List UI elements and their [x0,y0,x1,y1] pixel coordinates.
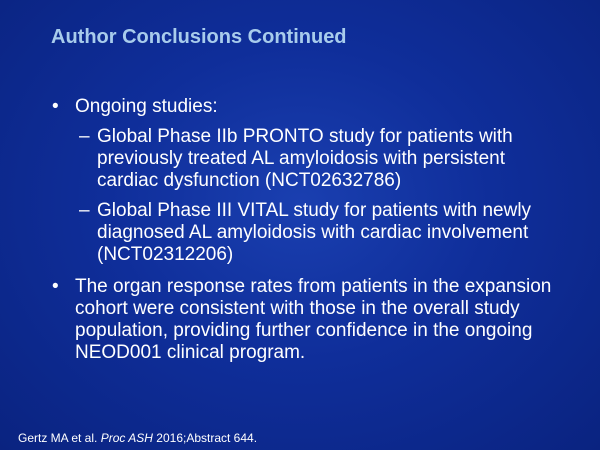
citation [18,431,257,445]
citation-authors: Gertz MA et al. [18,431,98,445]
sub-bullet-list [50,126,560,266]
sub-bullet-marker: – [79,200,90,221]
bullet-marker: • [52,276,59,297]
sub-bullet-vital [50,200,560,266]
sub-bullet-text: Global Phase IIb PRONTO study for patients with previously treated AL amyloidosis with persistent cardiac dysfunction (NCT02632786) [97,126,513,191]
citation-journal: Proc ASH [100,431,153,445]
bullet-organ-response [50,276,560,364]
bullet-marker: • [52,96,59,117]
slide-content [50,96,560,374]
bullet-ongoing-studies [50,96,560,266]
sub-bullet-text: Global Phase III VITAL study for patients with newly diagnosed AL amyloidosis with cardiac involvement (NCT02312206) [97,200,532,265]
bullet-text: The organ response rates from patients in the expansion cohort were consistent with those in the overall study population, providing further confidence in the ongoing NEOD001 clinical program. [75,276,552,363]
slide-title: Author Conclusions Continued [51,26,347,48]
sub-bullet-marker: – [79,126,90,147]
bullet-text: Ongoing studies: [75,96,218,117]
sub-bullet-pronto [50,126,560,192]
citation-details: 2016;Abstract 644. [156,431,258,445]
